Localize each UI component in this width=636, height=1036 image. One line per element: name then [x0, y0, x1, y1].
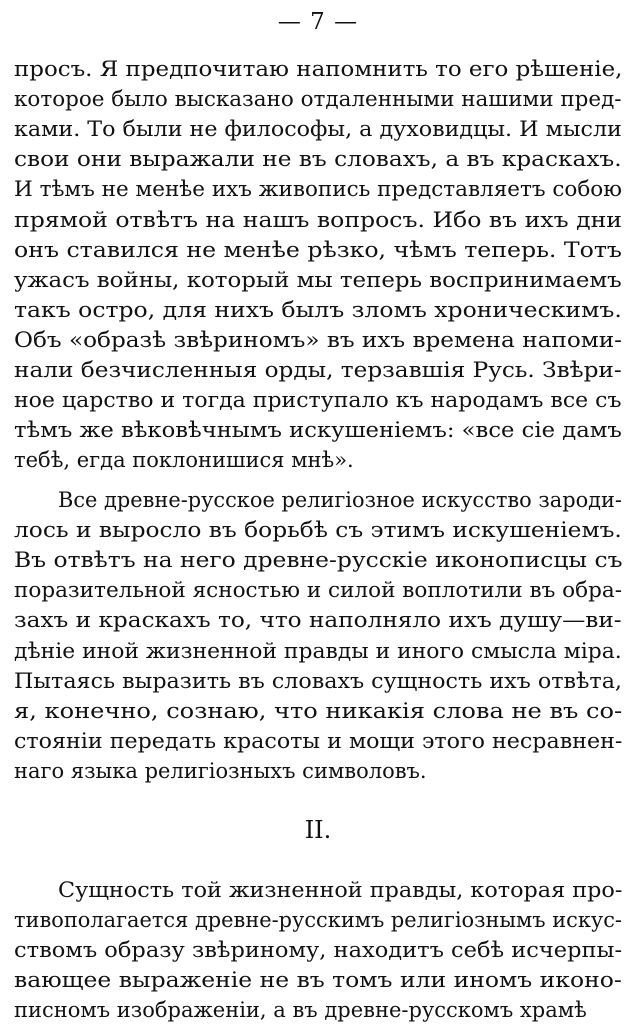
text-line: Объ «образѣ звѣриномъ» въ ихъ времена напоми- [14, 327, 622, 352]
text-line: тѣмъ же вѣковѣчнымъ искушеніемъ: «все сіе дамъ [14, 418, 622, 443]
text-line: захъ и краскахъ то, что наполняло ихъ душу—ви- [14, 608, 622, 633]
text-line: ствомъ образу звѣриному, находитъ себѣ исчерпы- [14, 938, 623, 963]
text-line: наго языка религіозныхъ символовъ. [14, 758, 427, 783]
text-line: вающее выраженіе не въ томъ или иномъ иконо- [14, 968, 622, 993]
text-line: ками. То были не философы, а духовидцы. И мысли [14, 117, 622, 142]
section-heading: II. [304, 816, 332, 844]
text-line: дѣніе иной жизненной правды и иного смысла міра. [14, 638, 622, 663]
text-line: Въ отвѣтъ на него древне-русскіе иконописцы съ [14, 548, 623, 573]
text-line: поразительной ясностью и силой воплотили въ обра- [14, 578, 622, 603]
text-line: я, конечно, сознаю, что никакія слова не въ со- [14, 698, 623, 723]
text-line: писномъ изображеніи, а въ древне-русскомъ храмѣ [14, 998, 587, 1023]
text-line: просъ. Я предпочитаю напомнить то его рѣшеніе, [14, 57, 623, 81]
page-number: — 7 — [277, 9, 359, 35]
text-line: Сущность той жизненной правды, которая про- [58, 878, 623, 902]
text-line: ужасъ войны, который мы теперь воспринимаемъ [14, 267, 622, 292]
text-line: свои они выражали не въ словахъ, а въ краскахъ. [14, 147, 622, 172]
text-line: тивополагается древне-русскимъ религіознымъ искус- [14, 908, 623, 933]
text-line: ное царство и тогда приступало къ народамъ все съ [14, 388, 622, 413]
text-line: И тѣмъ не менѣе ихъ живопись представляетъ собою [14, 177, 622, 202]
text-line: стояніи передать красоты и мощи этого несравнен- [14, 728, 623, 753]
text-line: такъ остро, для нихъ былъ зломъ хроническимъ. [14, 297, 622, 322]
text-line: которое было высказано отдаленными нашими пред- [14, 87, 622, 112]
text-line: Пытаясь выразить въ словахъ сущность ихъ отвѣта, [14, 668, 623, 693]
text-line: тебѣ, егда поклонишися мнѣ». [14, 448, 354, 473]
text-line: нали безчисленныя орды, терзавшія Русь. Звѣри- [14, 358, 622, 382]
text-line: лось и выросло въ борьбѣ съ этимъ искушеніемъ. [14, 518, 622, 543]
text-line: прямой отвѣтъ на нашъ вопросъ. Ибо въ ихъ дни [14, 207, 622, 232]
text-line: онъ ставился не менѣе рѣзко, чѣмъ теперь. Тотъ [14, 237, 622, 262]
text-line: Все древне-русское религіозное искусство зароди- [58, 488, 622, 512]
